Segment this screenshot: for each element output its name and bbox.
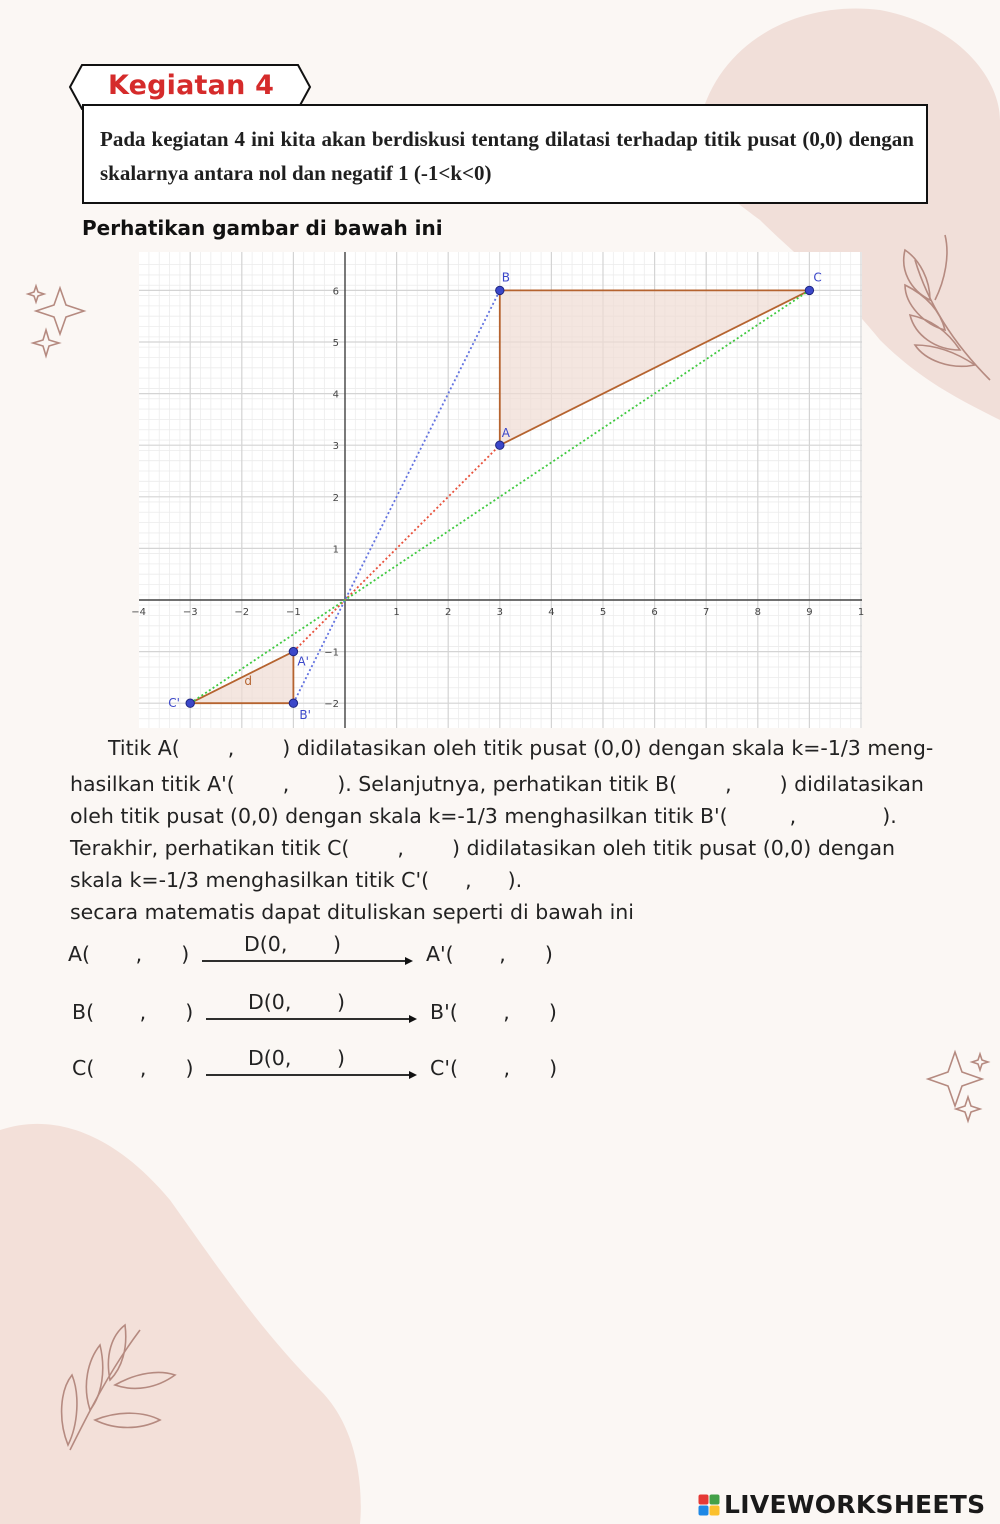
text-segment: ). Selanjutnya, perhatikan titik B( — [337, 772, 678, 796]
text-segment: , — [282, 772, 290, 796]
image-point: B'( , ) — [430, 1000, 557, 1024]
point-label: A — [501, 426, 511, 441]
y-tick-label: −1 — [324, 647, 339, 659]
coordinate-graph — [131, 252, 865, 728]
text-segment: , — [725, 772, 732, 796]
y-tick-label: 6 — [332, 286, 339, 298]
point-C-prime — [186, 699, 194, 707]
text-segment: , — [227, 736, 235, 760]
text-segment: ). — [882, 804, 897, 828]
x-tick-label: 9 — [806, 607, 813, 618]
text-segment: Terakhir, perhatikan titik C( — [70, 836, 350, 860]
image-point: C'( , ) — [430, 1056, 558, 1080]
point-label: C — [813, 270, 822, 285]
mapping-row-a — [68, 934, 568, 984]
paragraph-line-4 — [70, 832, 950, 864]
text-segment: oleh titik pusat (0,0) dengan skala k=-1/3 menghasilkan titik B'( — [70, 804, 728, 828]
text-segment: , — [789, 804, 797, 828]
x-tick-label: 3 — [496, 607, 503, 618]
text-segment: ). — [507, 868, 523, 892]
x-tick-label: 1 — [857, 607, 865, 618]
logo-square — [699, 1506, 709, 1516]
point-label: B' — [299, 708, 311, 723]
text-segment: Titik A( — [108, 736, 180, 760]
x-tick-label: 6 — [651, 607, 658, 618]
dilation-label: D(0, ) — [244, 932, 341, 956]
x-tick-label: −2 — [234, 607, 250, 618]
original-point: A( , ) — [68, 942, 190, 966]
text-segment: ) didilatasikan oleh titik pusat (0,0) dengan skala k=-1/3 meng- — [282, 736, 934, 760]
y-tick-label: 4 — [332, 389, 339, 401]
y-tick-label: 2 — [332, 492, 339, 504]
arrow-icon — [202, 956, 414, 966]
x-tick-label: 5 — [599, 607, 607, 618]
paragraph-line-5 — [70, 864, 950, 896]
y-tick-label: 1 — [332, 544, 339, 556]
point-B — [496, 286, 504, 294]
image-point: A'( , ) — [426, 942, 553, 966]
point-B-prime — [289, 699, 297, 707]
text-segment: , — [397, 836, 404, 860]
x-tick-label: 4 — [548, 607, 555, 618]
point-A — [496, 441, 504, 449]
paragraph-line-3 — [70, 800, 950, 832]
point-label: C' — [168, 696, 180, 711]
paragraph-line-1 — [70, 732, 950, 764]
point-A-prime — [289, 647, 297, 655]
mapping-row-c — [72, 1048, 572, 1098]
mapping-row-b — [72, 992, 572, 1042]
activity-title: Kegiatan 4 — [108, 70, 275, 101]
y-tick-label: −2 — [324, 699, 339, 711]
intro-text: Pada kegiatan 4 ini kita akan berdiskusi tentang dilatasi terhadap titik pusat (0,0) dengan skalarnya antara nol dan negatif 1 (-1<k<0) — [100, 127, 914, 185]
x-tick-label: −3 — [182, 607, 198, 618]
arrow-icon — [206, 1014, 418, 1024]
logo-square — [710, 1495, 720, 1505]
point-C — [805, 286, 813, 294]
liveworksheets-logo — [698, 1490, 985, 1519]
figure-instruction: Perhatikan gambar di bawah ini — [82, 216, 443, 240]
original-point: C( , ) — [72, 1056, 194, 1080]
y-tick-label: 3 — [332, 441, 339, 453]
x-tick-label: 8 — [754, 607, 761, 618]
text-segment: hasilkan titik A'( — [70, 772, 235, 796]
text-segment: ) didilatasikan oleh titik pusat (0,0) dengan — [451, 836, 895, 860]
logo-square — [699, 1495, 709, 1505]
original-point: B( , ) — [72, 1000, 194, 1024]
text-segment: , — [465, 868, 472, 892]
text-segment: skala k=-1/3 menghasilkan titik C'( — [70, 868, 430, 892]
text-segment: ) didilatasikan — [779, 772, 924, 796]
intro-box — [82, 104, 928, 204]
point-label: A' — [297, 654, 309, 669]
polygon-label: d — [244, 674, 253, 689]
x-tick-label: 2 — [445, 607, 452, 618]
dilation-label: D(0, ) — [248, 990, 345, 1014]
logo-square — [710, 1506, 720, 1516]
x-tick-label: −4 — [131, 607, 146, 618]
paragraph-line-6: secara matematis dapat dituliskan seperti di bawah ini — [70, 900, 634, 924]
x-tick-label: 7 — [703, 607, 710, 618]
arrow-icon — [206, 1070, 418, 1080]
y-tick-label: 5 — [332, 338, 339, 349]
logo-icon — [698, 1494, 720, 1516]
point-label: B — [501, 270, 511, 285]
dilation-label: D(0, ) — [248, 1046, 345, 1070]
paragraph-line-2 — [70, 768, 950, 800]
x-tick-label: 1 — [393, 607, 400, 618]
x-tick-label: −1 — [286, 607, 301, 618]
brand-name: LIVEWORKSHEETS — [724, 1490, 986, 1519]
